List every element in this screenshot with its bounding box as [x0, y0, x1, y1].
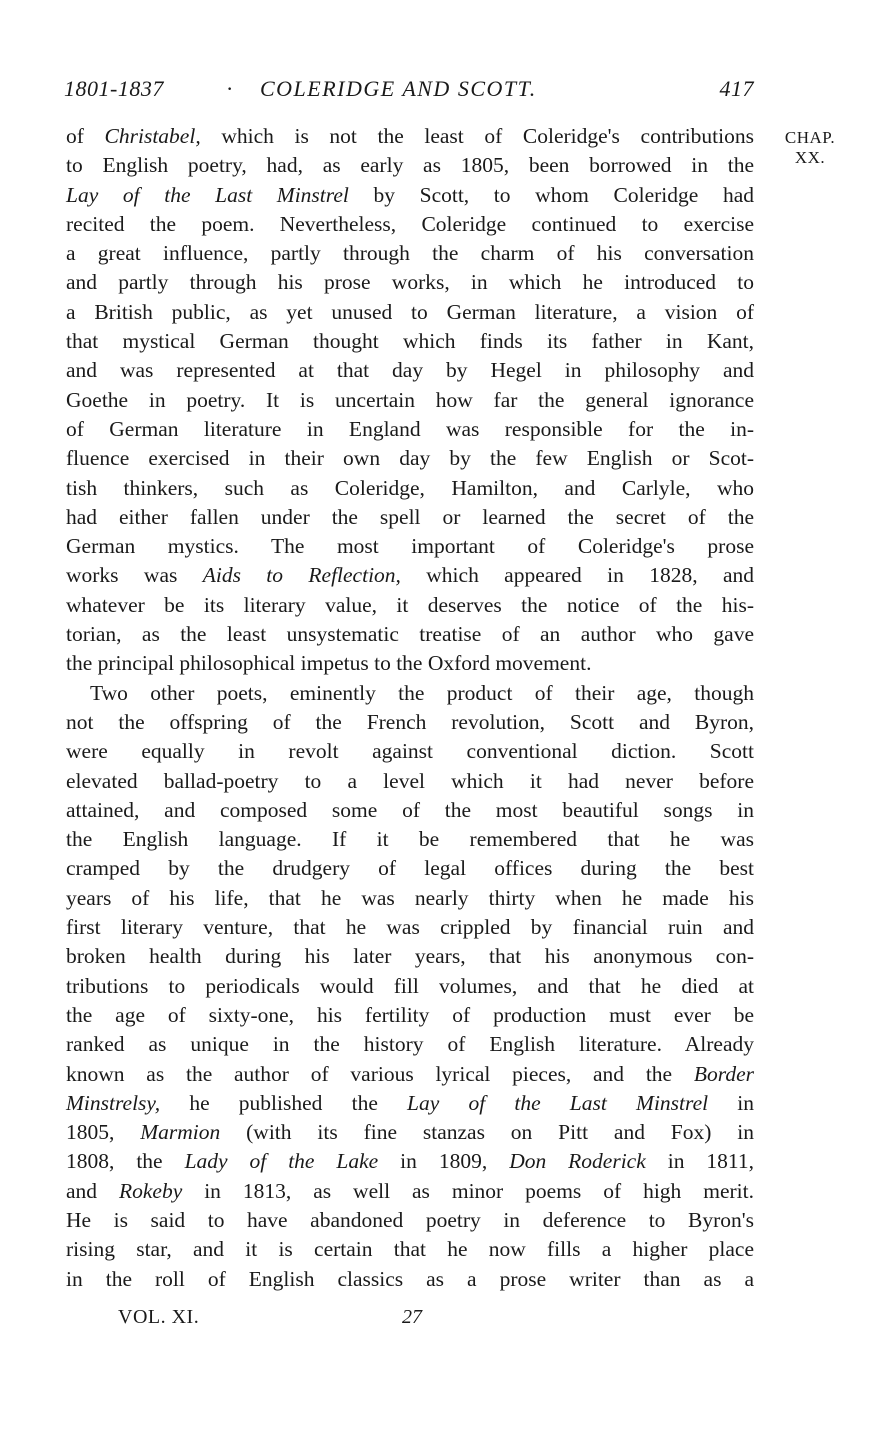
- text-line: attained, and composed some of the most beautiful songs in: [66, 797, 754, 822]
- running-header: [64, 76, 754, 104]
- work-title: Rokeby: [119, 1178, 183, 1203]
- text-line: fluence exercised in their own day by the few English or Scot-: [66, 446, 754, 471]
- text-line: German mystics. The most important of Coleridge's prose: [66, 534, 754, 559]
- work-title: Lay of the Last Minstrel: [66, 182, 349, 207]
- text-line: 1805, Marmion (with its fine stanzas on Pitt and Fox) in: [66, 1120, 755, 1145]
- text-line: known as the author of various lyrical pieces, and the Border: [66, 1061, 754, 1086]
- text-line: torian, as the least unsystematic treatise of an author who gave: [66, 622, 754, 647]
- text-line: a British public, as yet unused to German literature, a vision of: [66, 299, 754, 324]
- text-line: had either fallen under the spell or learned the secret of the: [66, 504, 754, 529]
- chap-number: XX.: [794, 148, 826, 167]
- text-line: rising star, and it is certain that he now fills a higher place: [66, 1237, 754, 1262]
- text-line: tributions to periodicals would fill volumes, and that he died at: [66, 973, 754, 998]
- work-title: Aids to Reflection,: [202, 563, 401, 588]
- text-line: the principal philosophical impetus to the Oxford movement.: [66, 651, 592, 676]
- text-line: recited the poem. Nevertheless, Coleridge continued to exercise: [66, 211, 754, 236]
- text-line: not the offspring of the French revolution, Scott and Byron,: [66, 709, 754, 734]
- work-title: Minstrelsy,: [66, 1090, 161, 1115]
- text-line: Two other poets, eminently the product of their age, though: [90, 680, 754, 705]
- chapter-margin-note: [778, 128, 842, 168]
- text-line: were equally in revolt against conventional diction. Scott: [66, 739, 754, 764]
- text-line: Lay of the Last Minstrel by Scott, to whom Coleridge had: [66, 182, 754, 207]
- text-line: of Christabel, which is not the least of Coleridge's contributions: [66, 124, 754, 148]
- text-line: 1808, the Lady of the Lake in 1809, Don Roderick in 1811,: [66, 1149, 754, 1174]
- text-line: broken health during his later years, that his anonymous con-: [66, 944, 754, 969]
- text-line: whatever be its literary value, it deserves the notice of the his-: [66, 592, 754, 617]
- text-line: works was Aids to Reflection, which appeared in 1828, and: [66, 563, 754, 588]
- text-line: tish thinkers, such as Coleridge, Hamilton, and Carlyle, who: [66, 475, 754, 500]
- text-line: ranked as unique in the history of English literature. Already: [66, 1032, 754, 1057]
- chap-label: CHAP.: [784, 128, 836, 147]
- body-text: [66, 122, 754, 1294]
- header-years: 1801-1837: [64, 76, 164, 101]
- text-line: the English language. If it be remembered that he was: [66, 827, 754, 852]
- work-title: Marmion: [140, 1120, 221, 1145]
- text-line: cramped by the drudgery of legal offices during the best: [66, 856, 754, 881]
- work-title: Don Roderick: [509, 1149, 646, 1174]
- text-line: that mystical German thought which finds its father in Kant,: [66, 329, 754, 354]
- text-line: He is said to have abandoned poetry in deference to Byron's: [66, 1207, 754, 1232]
- header-title: COLERIDGE AND SCOTT.: [260, 76, 537, 101]
- header-separator: ·: [226, 76, 234, 101]
- text-line: Goethe in poetry. It is uncertain how far the general ignorance: [66, 387, 754, 412]
- volume-label: VOL. XI.: [118, 1306, 200, 1328]
- text-line: first literary venture, that he was crippled by financial ruin and: [66, 915, 754, 940]
- text-line: and was represented at that day by Hegel in philosophy and: [66, 358, 754, 383]
- text-line: to English poetry, had, as early as 1805, been borrowed in the: [66, 153, 754, 178]
- text-line: in the roll of English classics as a prose writer than as a: [66, 1266, 754, 1291]
- text-line: elevated ballad-poetry to a level which it had never before: [66, 768, 754, 793]
- page-number: 417: [719, 76, 754, 101]
- work-title: Lay of the Last Minstrel: [407, 1090, 709, 1115]
- text-line: and Rokeby in 1813, as well as minor poems of high merit.: [66, 1178, 755, 1203]
- text-line: of German literature in England was responsible for the in-: [66, 416, 754, 441]
- text-line: a great influence, partly through the charm of his conversation: [66, 241, 754, 266]
- work-title: Border: [693, 1061, 754, 1086]
- text-line: years of his life, that he was nearly thirty when he made his: [66, 885, 754, 910]
- work-title: Christabel,: [104, 124, 201, 148]
- page-footer: [118, 1306, 518, 1336]
- text-line: and partly through his prose works, in which he introduced to: [66, 270, 754, 295]
- text-line: Minstrelsy, he published the Lay of the Last Minstrel in: [66, 1090, 754, 1115]
- work-title: Lady of the Lake: [184, 1149, 379, 1174]
- text-line: the age of sixty-one, his fertility of production must ever be: [66, 1002, 754, 1027]
- signature-mark: 27: [402, 1306, 422, 1328]
